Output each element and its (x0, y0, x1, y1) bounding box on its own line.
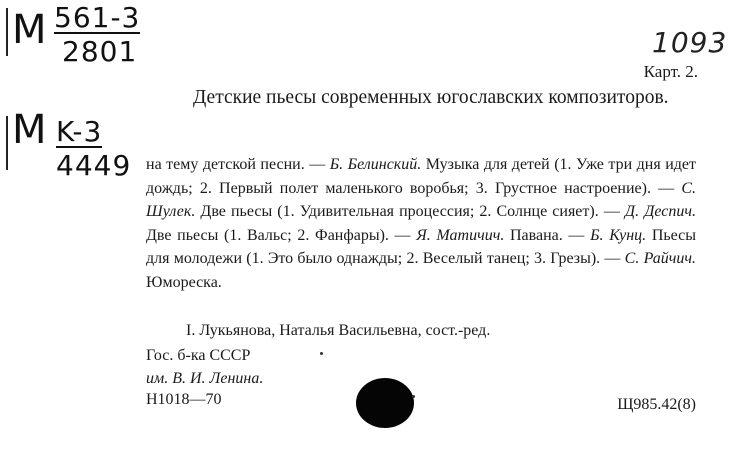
body-run: на тему детской песни. — (146, 156, 330, 173)
body-run: Две пьесы (1. Вальс; 2. Фанфары). — (146, 226, 417, 244)
ink-blot (356, 378, 414, 428)
ink-speck (320, 352, 323, 355)
composer-name: Я. Матичич. (416, 226, 505, 244)
body-run: Юмореска. (146, 273, 222, 291)
body-run: Две пьесы (1. Удивительная процессия; 2. Солнце сияет). — (195, 203, 625, 221)
handwritten-number: 1093 (652, 26, 728, 59)
order-code: Н1018—70 (146, 391, 222, 408)
composer-name: Б. Кунц. (590, 226, 647, 244)
card-title: Детские пьесы современных югославских композиторов. (193, 87, 669, 108)
body-run: Пьесы для молодежи (1. Это было однажды; 2. Веселый танец; 3. Грезы). — (146, 226, 697, 268)
body-run: Музыка для детей (1. Уже три дня идет дождь; 2. Первый полет маленького воробья; 3. Грустное настроение). — (146, 156, 696, 197)
library-line-2: им. В. И. Ленина. (146, 370, 264, 387)
composer-name: Д. Деспич. (624, 203, 697, 221)
shelf-mark-1-letter: M (12, 7, 48, 53)
editor-entry: I. Лукьянова, Наталья Васильевна, сост.-ред. (186, 322, 491, 339)
shelf-mark-1-top: 561-3 (54, 1, 141, 34)
composer-name: С. Шулек. (146, 179, 696, 221)
left-edge-mark (6, 116, 8, 170)
card-body (146, 153, 696, 295)
body-run: Павана. — (504, 226, 591, 244)
left-edge-mark (6, 8, 8, 56)
shelf-mark-2-bottom: 4449 (56, 149, 132, 182)
shelf-mark-1-bottom: 2801 (62, 35, 138, 68)
composer-name: Б. Белинский. (329, 156, 422, 173)
shelf-mark-2-letter: M (12, 107, 48, 153)
classification-code: Щ985.42(8) (617, 396, 696, 413)
card-number: Карт. 2. (643, 62, 698, 81)
composer-name: С. Райчич. (624, 250, 696, 268)
shelf-mark-2-top: K-3 (56, 115, 103, 148)
ink-speck (412, 395, 415, 398)
library-line-1: Гос. б-ка СССР (146, 347, 251, 364)
library-stamp (146, 344, 263, 390)
